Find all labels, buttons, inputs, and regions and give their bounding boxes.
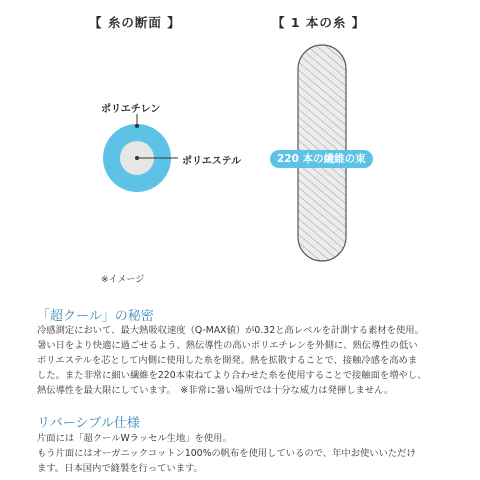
section-body-cool-secret — [37, 323, 426, 398]
body-line: 熱伝導性を最大限にしています。 ※非常に暑い場所では十分な威力は発揮しません。 — [37, 385, 394, 396]
core-leader-dot — [135, 156, 139, 160]
outer-leader-dot — [135, 124, 139, 128]
body-line: 冷感測定において、最大熱吸収速度（Q-MAX値）が0.32と高レベルを計測する素材を使用。 — [37, 325, 424, 336]
polyester-label: ポリエステル — [182, 156, 242, 167]
cross-section-header: 【 糸の断面 】 — [89, 15, 181, 30]
body-line: した。また非常に細い繊維を220本束ねてより合わせた糸を使用することで接触面を増やし、 — [37, 370, 427, 381]
single-thread-header: 【 1 本の糸 】 — [272, 15, 366, 30]
section-title-cool-secret: 「超クール」の秘密 — [37, 309, 154, 324]
body-line: もう片面にはオーガニックコットン100%の帆布を使用しているので、年中お使いいただけ — [37, 448, 416, 459]
fiber-count-badge: 220 本の繊維の束 — [270, 150, 373, 168]
body-line: 暑い日をより快適に過ごせるよう、熱伝導性の高いポリエチレンを外側に、熱伝導性の低い — [37, 340, 418, 351]
body-line: ポリエステルを芯として内側に使用した糸を開発。熱を拡散することで、接触冷感を高めま — [37, 355, 418, 366]
section-title-reversible: リバーシブル仕様 — [37, 416, 140, 431]
body-line: 片面には「超クールWラッセル生地」を使用。 — [37, 433, 232, 444]
image-note: ※イメージ — [101, 275, 145, 285]
polyethylene-label: ポリエチレン — [101, 104, 161, 115]
section-body-reversible — [37, 431, 416, 476]
body-line: ます。日本国内で縫製を行っています。 — [37, 463, 203, 474]
